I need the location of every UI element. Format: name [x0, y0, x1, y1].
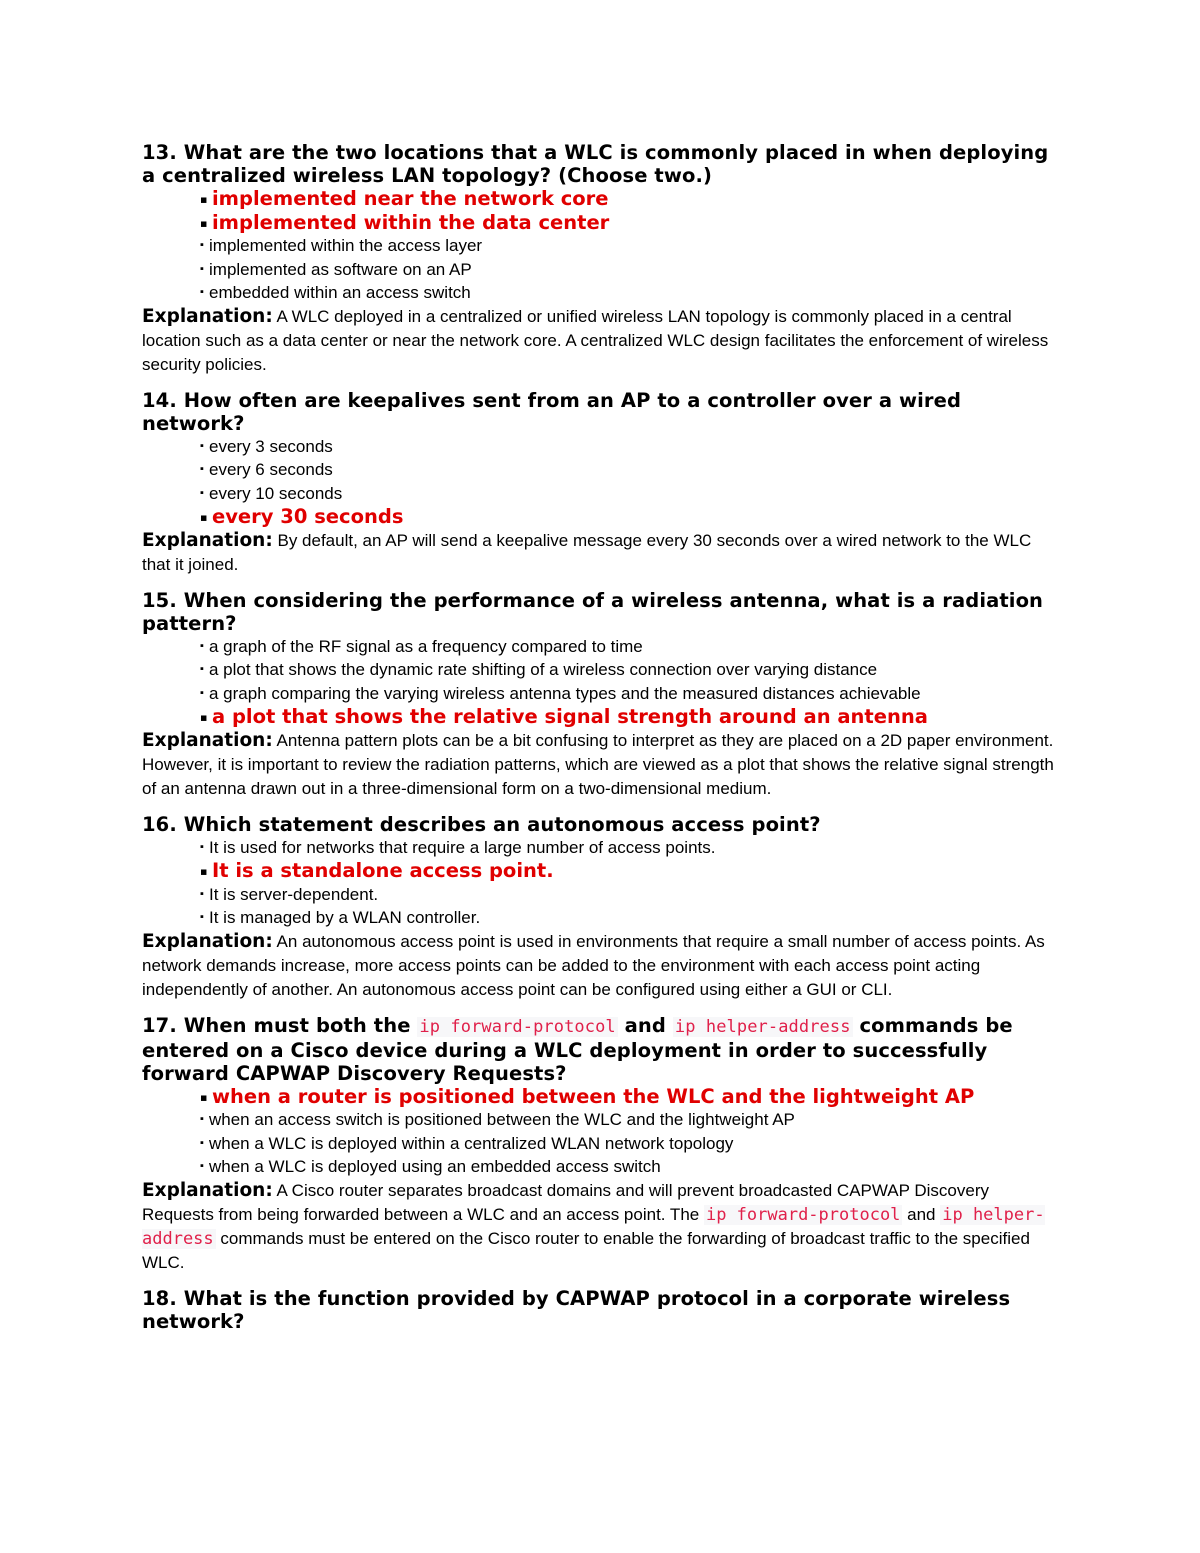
answer-options [142, 836, 1062, 930]
answer-options [142, 435, 1062, 529]
explanation-label: Explanation: [142, 729, 273, 751]
question-text: 14. How often are keepalives sent from an AP to a controller over a wired network? [142, 388, 961, 435]
question-block-13 [142, 141, 1062, 377]
answer-option: ▪ implemented within the access layer [200, 234, 1062, 258]
command-code: ip helper-address [674, 1016, 851, 1037]
answer-option-correct: ▪ every 30 seconds [200, 505, 1062, 529]
answer-options [142, 1085, 1062, 1179]
explanation-label: Explanation: [142, 1179, 273, 1201]
question-block-15 [142, 589, 1062, 801]
answer-option-correct: ▪ implemented near the network core [200, 187, 1062, 211]
question-text-part: 17. When must both the [142, 1013, 418, 1037]
explanation-label: Explanation: [142, 305, 273, 327]
question-block-17 [142, 1014, 1062, 1275]
answer-option-correct: ▪ a plot that shows the relative signal strength around an antenna [200, 705, 1062, 729]
answer-option: ▪ It is managed by a WLAN controller. [200, 906, 1062, 930]
explanation-text: A WLC deployed in a centralized or unified wireless LAN topology is commonly placed in a central location such as a data center or near the network core. A centralized WLC design facilitates the enforcement of wireless security policies. [142, 306, 1049, 374]
answer-option: ▪ when an access switch is positioned between the WLC and the lightweight AP [200, 1108, 1062, 1132]
answer-option: ▪ a graph of the RF signal as a frequency compared to time [200, 635, 1062, 659]
answer-option: ▪ every 3 seconds [200, 435, 1062, 459]
answer-option: ▪ a plot that shows the dynamic rate shifting of a wireless connection over varying distance [200, 658, 1062, 682]
explanation-text: By default, an AP will send a keepalive message every 30 seconds over a wired network to the WLC that it joined. [142, 530, 1032, 574]
question-text: 15. When considering the performance of a wireless antenna, what is a radiation pattern? [142, 588, 1044, 635]
answer-option-correct: ▪ when a router is positioned between the WLC and the lightweight AP [200, 1085, 1062, 1109]
explanation-label: Explanation: [142, 529, 273, 551]
answer-option: ▪ every 10 seconds [200, 482, 1062, 506]
explanation [142, 930, 1062, 1002]
explanation [142, 305, 1062, 377]
command-code: ip forward-protocol [419, 1016, 616, 1037]
explanation-text: and [902, 1204, 941, 1224]
answer-option-correct: ▪ implemented within the data center [200, 211, 1062, 235]
command-code: ip forward-protocol [705, 1204, 901, 1225]
explanation [142, 529, 1062, 577]
answer-option: ▪ It is server-dependent. [200, 883, 1062, 907]
explanation-text: An autonomous access point is used in environments that require a small number of access points. As network demands increase, more access points can be added to the environment with each access point acting independently of another. An autonomous access point can be configured using either a GUI or CLI. [142, 931, 1045, 999]
command-code: ip helper-address [142, 1204, 1045, 1249]
explanation-text: commands must be entered on the Cisco router to enable the forwarding of broadcast traffic to the specified WLC. [142, 1228, 1030, 1272]
answer-options [142, 187, 1062, 305]
answer-option-correct: ▪ It is a standalone access point. [200, 859, 1062, 883]
answer-option: ▪ embedded within an access switch [200, 281, 1062, 305]
answer-option: ▪ when a WLC is deployed using an embedded access switch [200, 1155, 1062, 1179]
explanation-text: A Cisco router separates broadcast domains and will prevent broadcasted CAPWAP Discovery Requests from being forwarded between a WLC and an access point. The [142, 1180, 989, 1224]
answer-option: ▪ when a WLC is deployed within a centralized WLAN network topology [200, 1132, 1062, 1156]
question-text-part: commands be entered on a Cisco device during a WLC deployment in order to successfully forward CAPWAP Discovery Requests? [142, 1013, 1013, 1085]
answer-options [142, 635, 1062, 729]
answer-option: ▪ implemented as software on an AP [200, 258, 1062, 282]
question-block-14 [142, 389, 1062, 577]
question-text [142, 1014, 1062, 1085]
question-text: 18. What is the function provided by CAPWAP protocol in a corporate wireless network? [142, 1286, 1011, 1333]
question-text: 13. What are the two locations that a WLC is commonly placed in when deploying a centralized wireless LAN topology? (Choose two.) [142, 141, 1049, 187]
question-text-part: and [617, 1013, 673, 1037]
explanation [142, 729, 1062, 801]
explanation [142, 1179, 1062, 1275]
explanation-label: Explanation: [142, 930, 273, 952]
explanation-text: Antenna pattern plots can be a bit confusing to interpret as they are placed on a 2D paper environment. However, it is important to review the radiation patterns, which are viewed as a plot that shows the relative signal strength of an antenna drawn out in a three-dimensional form on a two-dimensional medium. [142, 730, 1054, 798]
quiz-content [142, 141, 1062, 1333]
question-block-18 [142, 1287, 1062, 1333]
answer-option: ▪ every 6 seconds [200, 458, 1062, 482]
answer-option: ▪ a graph comparing the varying wireless antenna types and the measured distances achievable [200, 682, 1062, 706]
question-block-16 [142, 813, 1062, 1002]
question-text: 16. Which statement describes an autonomous access point? [142, 812, 821, 836]
answer-option: ▪ It is used for networks that require a large number of access points. [200, 836, 1062, 860]
